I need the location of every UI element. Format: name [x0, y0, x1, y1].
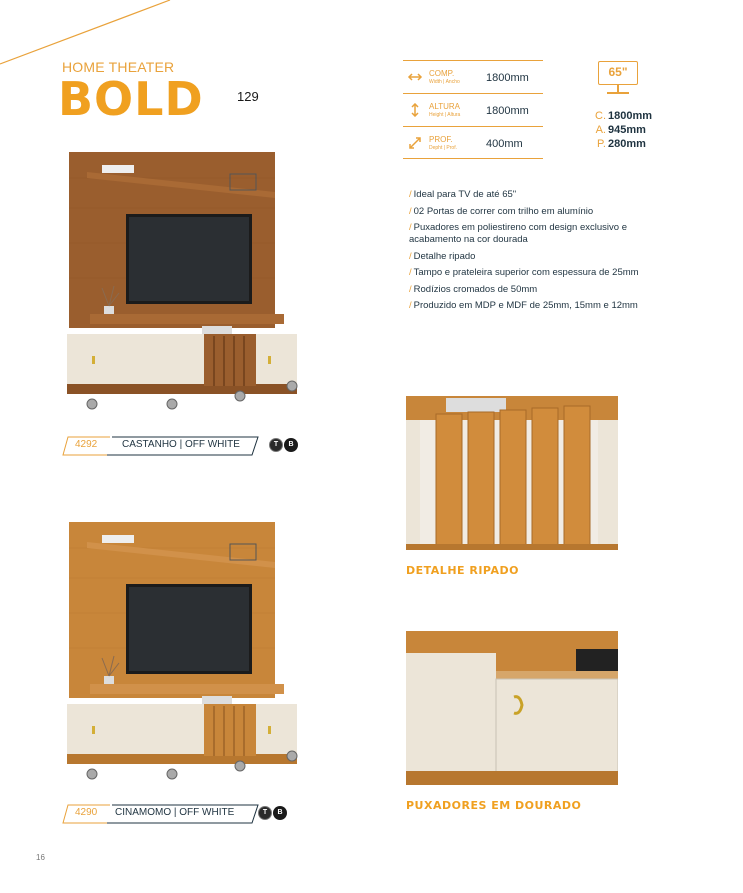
- product-category: HOME THEATER: [62, 59, 175, 75]
- badge-b-icon: B: [273, 806, 287, 820]
- dimension-sublabel: Width | Ancho: [429, 79, 460, 85]
- package-row: P. 280mm: [597, 138, 646, 150]
- feature-item: / Produzido em MDP e MDF de 25mm, 15mm e 12mm: [409, 300, 638, 311]
- detail-image-handle: [406, 631, 618, 785]
- dimension-row-height: [403, 93, 543, 126]
- badge-b-icon: B: [284, 438, 298, 452]
- product-image-cinamomo: [62, 518, 300, 786]
- width-arrow-icon: [407, 70, 423, 84]
- feature-item: / Tampo e prateleira superior com espessura de 25mm: [409, 267, 639, 278]
- detail-caption-slats: DETALHE RIPADO: [406, 564, 519, 577]
- product-title: BOLD: [58, 72, 204, 126]
- tv-base-shape: [607, 92, 629, 94]
- dimension-label: COMP.: [429, 69, 455, 78]
- feature-item: / 02 Portas de correr com trilho em alumínio: [409, 205, 594, 217]
- package-dimensions: [592, 109, 652, 151]
- badge-t-icon: T: [269, 438, 283, 452]
- tv-size-icon: [598, 61, 638, 85]
- feature-item: / Detalhe ripado: [409, 250, 476, 262]
- dimension-value: 1800mm: [486, 72, 529, 84]
- dimension-label: ALTURA: [429, 102, 460, 111]
- dimension-label: PROF.: [429, 135, 453, 144]
- product-finish: CASTANHO | OFF WHITE: [122, 439, 240, 450]
- dimension-sublabel: Depht | Prof.: [429, 145, 457, 151]
- depth-arrow-icon: [407, 136, 423, 150]
- dimension-row-depth: [403, 126, 543, 159]
- product-finish: CINAMOMO | OFF WHITE: [115, 807, 235, 818]
- tv-stand-shape: [617, 85, 619, 92]
- product-reference: 129: [237, 89, 259, 104]
- package-row: C. 1800mm: [595, 110, 653, 122]
- features-list: [409, 189, 679, 317]
- detail-image-slats: [406, 396, 618, 550]
- dimension-value: 400mm: [486, 138, 523, 150]
- detail-caption-handle: PUXADORES EM DOURADO: [406, 799, 582, 812]
- product-code-tag: [62, 804, 312, 824]
- product-code: 4292: [75, 439, 98, 450]
- product-code-tag: [62, 436, 312, 456]
- product-image-castanho: [62, 148, 300, 416]
- feature-item: / Ideal para TV de até 65": [409, 189, 517, 200]
- badge-t-icon: T: [258, 806, 272, 820]
- dimension-row-width: [403, 60, 543, 93]
- tv-size-label: 65": [608, 65, 628, 79]
- page-number: 16: [36, 853, 45, 862]
- package-row: A. 945mm: [595, 124, 646, 136]
- dimension-value: 1800mm: [486, 105, 529, 117]
- product-code: 4290: [75, 807, 98, 818]
- feature-item: / Puxadores em poliestireno com design exclusivo e acabamento na cor dourada: [409, 222, 627, 245]
- height-arrow-icon: [407, 103, 423, 117]
- feature-item: / Rodízios cromados de 50mm: [409, 283, 538, 295]
- dimensions-table: [403, 60, 543, 159]
- dimension-sublabel: Height | Altura: [429, 112, 461, 118]
